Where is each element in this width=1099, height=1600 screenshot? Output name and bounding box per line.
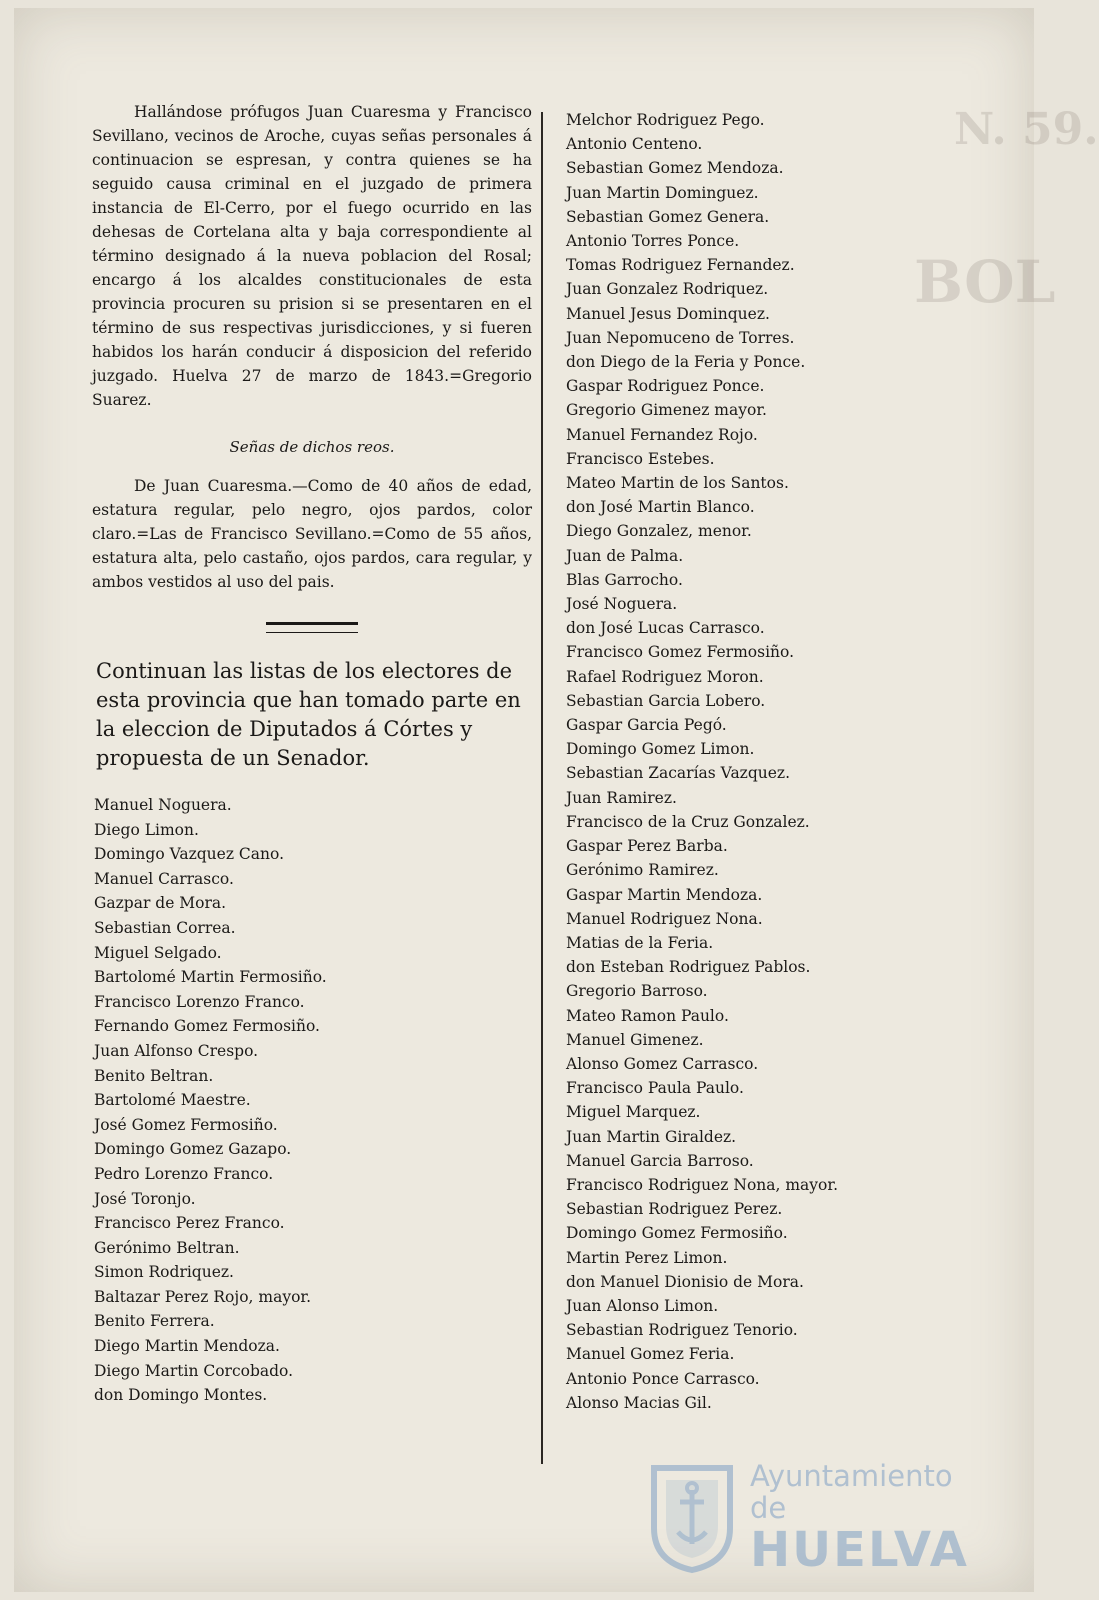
elector-name: Francisco Lorenzo Franco.	[94, 992, 305, 1011]
elector-name: Gregorio Barroso.	[566, 982, 708, 1001]
column-divider	[541, 112, 543, 1464]
elector-name: Gazpar de Mora.	[94, 894, 227, 913]
show-through-title: BOL	[914, 248, 1056, 316]
left-column	[92, 100, 532, 1408]
electors-list-left	[92, 793, 532, 1408]
elector-name: Fernando Gomez Fermosiño.	[94, 1017, 320, 1036]
elector-name: Antonio Torres Ponce.	[566, 232, 740, 251]
elector-name: Bartolomé Martin Fermosiño.	[94, 968, 327, 987]
elector-name: Blas Garrocho.	[566, 570, 683, 589]
fugitive-notice	[92, 100, 532, 594]
elector-name: Melchor Rodriguez Pego.	[566, 111, 765, 129]
elector-name: Diego Martin Mendoza.	[94, 1337, 280, 1356]
elector-name: Francisco Gomez Fermosiño.	[566, 643, 794, 662]
elector-name: Juan Martin Giraldez.	[566, 1127, 737, 1146]
show-through-number: N. 59.	[954, 104, 1099, 155]
elector-name: Gerónimo Ramirez.	[566, 861, 719, 880]
elector-name: Sebastian Gomez Genera.	[566, 207, 770, 226]
elector-name: Manuel Gimenez.	[566, 1030, 704, 1049]
elector-name: don José Martin Blanco.	[566, 498, 755, 517]
huelva-seal-icon	[646, 1462, 738, 1574]
document-page	[14, 8, 1099, 1592]
elector-name: Diego Gonzalez, menor.	[566, 522, 752, 541]
watermark-line1: Ayuntamiento de	[750, 1459, 953, 1525]
elector-name: Miguel Selgado.	[94, 943, 222, 962]
elector-name: Gaspar Martin Mendoza.	[566, 885, 763, 904]
elector-name: Domingo Gomez Fermosiño.	[566, 1224, 788, 1243]
elector-name: Domingo Gomez Limon.	[566, 740, 755, 759]
elector-name: Francisco de la Cruz Gonzalez.	[566, 812, 810, 831]
elector-name: Juan Gonzalez Rodriquez.	[566, 280, 769, 299]
elector-name: Gaspar Rodriguez Ponce.	[566, 377, 765, 396]
elector-name: Manuel Carrasco.	[94, 869, 234, 888]
elector-name: Manuel Rodriguez Nona.	[566, 909, 763, 928]
elector-name: Alonso Gomez Carrasco.	[566, 1054, 759, 1073]
elector-name: Tomas Rodriguez Fernandez.	[566, 256, 795, 275]
elector-name: José Gomez Fermosiño.	[94, 1115, 278, 1134]
electors-list-heading: Continuan las listas de los electores de esta provincia que han tomado parte en la eleccion de Diputados á Córtes y propuesta de un Senador.	[96, 659, 521, 770]
elector-name: don Domingo Montes.	[94, 1386, 268, 1405]
elector-name: Matias de la Feria.	[566, 933, 714, 952]
elector-name: Antonio Ponce Carrasco.	[566, 1369, 760, 1388]
elector-name: Baltazar Perez Rojo, mayor.	[94, 1287, 312, 1306]
elector-name: Mateo Martin de los Santos.	[566, 474, 789, 493]
elector-name: Juan Nepomuceno de Torres.	[566, 328, 795, 347]
elector-name: Sebastian Rodriguez Perez.	[566, 1200, 783, 1219]
elector-name: Manuel Noguera.	[94, 796, 232, 814]
elector-name: don Diego de la Feria y Ponce.	[566, 353, 806, 372]
elector-name: Rafael Rodriguez Moron.	[566, 667, 764, 686]
elector-name: don José Lucas Carrasco.	[566, 619, 765, 638]
elector-name: Gaspar Garcia Pegó.	[566, 716, 727, 735]
elector-name: don Esteban Rodriguez Pablos.	[566, 958, 811, 977]
elector-name: Diego Martin Corcobado.	[94, 1361, 294, 1380]
elector-name: Francisco Rodriguez Nona, mayor.	[566, 1175, 839, 1194]
elector-name: Domingo Vazquez Cano.	[94, 845, 284, 864]
elector-name: Mateo Ramon Paulo.	[566, 1006, 729, 1025]
watermark-line2: HUELVA	[750, 1522, 969, 1578]
elector-name: Sebastian Correa.	[94, 918, 236, 937]
elector-name: Juan de Palma.	[566, 546, 684, 565]
elector-name: Diego Limon.	[94, 820, 199, 839]
signs-heading: Señas de dichos reos.	[229, 438, 395, 456]
elector-name: Juan Ramirez.	[566, 788, 677, 807]
elector-name: Manuel Fernandez Rojo.	[566, 425, 758, 444]
elector-name: Benito Ferrera.	[94, 1312, 215, 1331]
elector-name: Antonio Centeno.	[566, 135, 703, 154]
elector-name: Manuel Jesus Dominquez.	[566, 304, 770, 323]
elector-name: Sebastian Rodriguez Tenorio.	[566, 1321, 798, 1340]
elector-name: Francisco Estebes.	[566, 449, 715, 468]
elector-name: Benito Beltran.	[94, 1066, 214, 1085]
elector-name: don Manuel Dionisio de Mora.	[566, 1272, 804, 1291]
elector-name: Miguel Marquez.	[566, 1103, 701, 1122]
elector-name: Gerónimo Beltran.	[94, 1238, 240, 1257]
watermark-text	[750, 1460, 986, 1576]
elector-name: Sebastian Zacarías Vazquez.	[566, 764, 791, 783]
section-divider	[266, 622, 358, 633]
elector-name: Juan Alfonso Crespo.	[94, 1041, 259, 1060]
elector-name: Francisco Paula Paulo.	[566, 1079, 744, 1098]
elector-name: Sebastian Gomez Mendoza.	[566, 159, 784, 178]
elector-name: Manuel Gomez Feria.	[566, 1345, 735, 1364]
elector-name: Pedro Lorenzo Franco.	[94, 1164, 274, 1183]
signs-body: De Juan Cuaresma.—Como de 40 años de edad, estatura regular, pelo negro, ojos pardos, color claro.=Las de Francisco Sevillano.=Como de 55 años, estatura alta, pelo castaño, ojos pardos, cara regular, y ambos vestidos al uso del pais.	[92, 477, 532, 591]
elector-name: Alonso Macias Gil.	[566, 1393, 712, 1412]
elector-name: Bartolomé Maestre.	[94, 1091, 251, 1110]
elector-name: José Noguera.	[566, 595, 678, 614]
archive-watermark	[646, 1458, 986, 1578]
elector-name: Martin Perez Limon.	[566, 1248, 728, 1267]
notice-body: Hallándose prófugos Juan Cuaresma y Francisco Sevillano, vecinos de Aroche, cuyas señas personales á continuacion se espresan, y contra quienes se ha seguido causa criminal en el juzgado de primera instancia de El-Cerro, por el fuego ocurrido en las dehesas de Cortelana alta y baja correspondiente al término designado á la nueva poblacion del Rosal; encargo á los alcaldes constitucionales de esta provincia procuren su prision si se presentaren en el término de sus respectivas jurisdicciones, y si fueren habidos los harán conducir á disposicion del referido juzgado. Huelva 27 de marzo de 1843.=Gregorio Suarez.	[92, 103, 532, 409]
elector-name: Domingo Gomez Gazapo.	[94, 1140, 292, 1159]
elector-name: Gaspar Perez Barba.	[566, 837, 728, 856]
elector-name: Manuel Garcia Barroso.	[566, 1151, 754, 1170]
elector-name: Sebastian Garcia Lobero.	[566, 691, 766, 710]
electors-list-right	[566, 108, 866, 1415]
elector-name: José Toronjo.	[94, 1189, 196, 1208]
elector-name: Francisco Perez Franco.	[94, 1214, 285, 1233]
elector-name: Gregorio Gimenez mayor.	[566, 401, 767, 420]
elector-name: Simon Rodriquez.	[94, 1263, 234, 1282]
elector-name: Juan Alonso Limon.	[566, 1296, 719, 1315]
elector-name: Juan Martin Dominguez.	[566, 183, 759, 202]
right-column	[566, 108, 866, 1415]
